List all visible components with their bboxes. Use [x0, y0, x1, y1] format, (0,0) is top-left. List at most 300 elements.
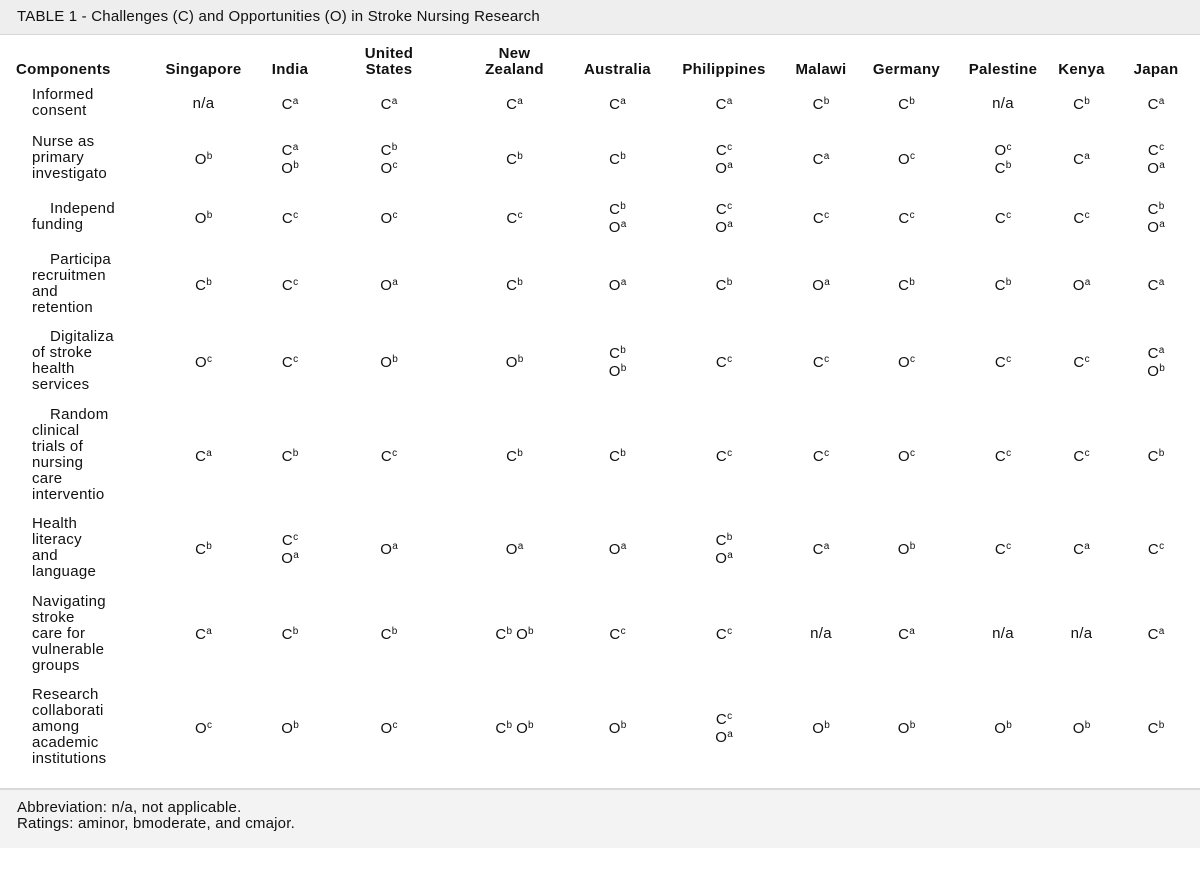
rating-entry: [381, 624, 398, 642]
rating-type: C: [715, 141, 728, 159]
component-label-line: nursing: [32, 454, 84, 471]
rating-type: C: [506, 150, 518, 168]
rating-entry: [1148, 94, 1165, 112]
rating-entry: [898, 208, 914, 226]
column-header-label: Germany: [872, 61, 941, 78]
rating-level: b: [517, 276, 523, 288]
rating-cell: [1051, 586, 1112, 681]
header-row: [0, 42, 1200, 78]
rating-level: b: [1158, 719, 1165, 731]
rating-cell: [458, 246, 571, 322]
rating-level: b: [391, 141, 398, 153]
rating-type: C: [281, 95, 293, 113]
rating-type: C: [495, 719, 507, 737]
rating-level: b: [506, 626, 513, 637]
rating-entry: [812, 718, 830, 736]
rating-entry: [609, 343, 627, 361]
rating-entry: [995, 158, 1012, 176]
rating-level: a: [1084, 540, 1090, 552]
rating-entry: [1073, 539, 1090, 557]
table-row: [0, 78, 1200, 128]
rating-type: O: [1072, 719, 1085, 737]
rating-cell: [955, 188, 1051, 246]
rating-cell: [1112, 128, 1200, 188]
rating-cell: [147, 246, 260, 322]
rating-cell: [571, 510, 664, 586]
rating-type: O: [608, 218, 621, 236]
table-row: [0, 322, 1200, 400]
rating-entry: [716, 352, 732, 370]
rating-type: C: [1147, 447, 1159, 465]
rating-entry: [898, 275, 915, 293]
rating-level: a: [1084, 276, 1091, 288]
rating-type: C: [1073, 353, 1085, 371]
rating-cell: [320, 78, 458, 128]
table-footnotes: [0, 788, 1200, 848]
rating-cell: [1112, 586, 1200, 681]
rating-level: a: [206, 447, 212, 459]
rating-type: O: [994, 719, 1007, 737]
component-label-line: primary: [32, 149, 85, 166]
rating-entry: [381, 140, 398, 158]
rating-entry: [812, 275, 830, 293]
rating-level: b: [528, 719, 534, 731]
rating-level: b: [506, 719, 513, 731]
rating-type: C: [195, 626, 207, 643]
rating-level: a: [726, 95, 733, 107]
rating-level: a: [1159, 159, 1165, 171]
rating-cell: [858, 586, 955, 681]
rating-cell: [320, 128, 458, 188]
table-row: [0, 400, 1200, 510]
rating-type: O: [715, 728, 728, 746]
rating-entry: [1148, 624, 1165, 642]
table-divider: [0, 773, 1200, 788]
rating-level: a: [823, 150, 830, 162]
rating-entry: [1147, 199, 1165, 217]
column-header-label: New: [498, 45, 531, 62]
table-row: [0, 681, 1200, 773]
component-label-line: trials of: [32, 438, 84, 455]
rating-type: n/a: [810, 625, 832, 642]
rating-entry: [281, 140, 299, 158]
rating-cell: [458, 128, 571, 188]
column-header-country: [260, 42, 320, 78]
rating-entry: [1073, 149, 1090, 167]
rating-entry: [381, 94, 398, 112]
rating-entry: [195, 208, 213, 226]
rating-cell: [664, 78, 784, 128]
component-label-line: retention: [32, 299, 94, 316]
rating-entry: [715, 140, 733, 158]
rating-type: n/a: [1070, 625, 1093, 642]
rating-type: C: [1073, 209, 1085, 227]
rating-entry: [994, 718, 1012, 736]
rating-type: C: [506, 447, 518, 465]
rating-entry: [1147, 343, 1165, 361]
rating-type: C: [609, 95, 621, 113]
rating-entry: [1073, 446, 1089, 464]
rating-entry: [716, 446, 732, 464]
component-label-line: clinical: [32, 422, 80, 439]
rating-type: O: [1147, 159, 1160, 177]
rating-level: b: [293, 159, 299, 171]
component-label-line: Research: [32, 686, 99, 703]
rating-cell: [1051, 322, 1112, 400]
rating-entry: [609, 275, 627, 293]
rating-type: C: [715, 276, 727, 294]
rating-level: a: [620, 276, 627, 288]
rating-type: O: [898, 447, 910, 465]
rating-type: C: [380, 447, 393, 465]
rating-entry: [609, 718, 627, 736]
column-header-label: Japan: [1133, 61, 1179, 78]
rating-entry: [715, 158, 733, 176]
rating-level: b: [909, 276, 915, 288]
rating-entry: [1071, 626, 1093, 641]
column-header-country: [458, 42, 571, 78]
rating-entry: [1147, 140, 1165, 158]
rating-entry: [898, 539, 916, 557]
rating-level: b: [528, 626, 534, 637]
rating-cell: [458, 681, 571, 773]
rating-cell: [955, 586, 1051, 681]
rating-type: O: [608, 719, 621, 737]
rating-entry: [813, 149, 830, 167]
rating-entry: [813, 446, 829, 464]
rating-entry: [898, 446, 915, 464]
rating-entry: [380, 275, 398, 293]
rating-type: n/a: [992, 625, 1014, 642]
rating-cell: [260, 78, 320, 128]
rating-cell: [1051, 188, 1112, 246]
rating-type: O: [715, 159, 728, 177]
rating-cell: [147, 681, 260, 773]
rating-type: C: [994, 159, 1006, 177]
column-header-label: Malawi: [795, 61, 847, 78]
rating-cell: [571, 78, 664, 128]
rating-cell: [1112, 246, 1200, 322]
rating-entry: [992, 96, 1014, 111]
footnote-ratings: Ratings: aminor, bmoderate, and cmajor.: [17, 815, 295, 832]
rating-type: O: [380, 159, 393, 177]
component-label-line: Navigating: [32, 592, 106, 610]
rating-level: a: [392, 540, 398, 552]
rating-type: O: [380, 353, 393, 371]
rating-cell: [260, 128, 320, 188]
column-header-label: Palestine: [968, 61, 1038, 78]
rating-cell: [784, 400, 858, 510]
rating-type: C: [281, 531, 294, 549]
rating-entry: [506, 149, 523, 167]
rating-cell: [260, 246, 320, 322]
rating-entry: [281, 158, 299, 176]
rating-type: C: [380, 95, 392, 113]
rating-entry: [609, 361, 627, 379]
rating-type: C: [715, 447, 728, 465]
rating-type: O: [380, 540, 393, 558]
rating-cell: [320, 400, 458, 510]
rating-type: C: [281, 209, 294, 227]
rating-type: O: [898, 150, 910, 168]
rating-type: O: [380, 276, 393, 294]
rating-cell: [147, 78, 260, 128]
rating-level: b: [1158, 447, 1165, 459]
rating-entry: [506, 539, 524, 557]
rating-type: O: [516, 719, 529, 737]
rating-level: c: [727, 626, 733, 637]
rating-cell: [1112, 400, 1200, 510]
rating-cell: [1051, 400, 1112, 510]
rating-cell: [664, 322, 784, 400]
rating-level: c: [392, 447, 398, 459]
rating-type: C: [898, 95, 910, 113]
rating-cell: [784, 246, 858, 322]
component-cell: [0, 400, 147, 510]
component-label-line: vulnerable: [32, 640, 105, 658]
rating-type: C: [506, 95, 518, 113]
rating-entry: [1073, 275, 1091, 293]
component-label-line: and: [32, 547, 58, 564]
rating-level: b: [1084, 719, 1091, 731]
column-header-country: [664, 42, 784, 78]
rating-cell: [858, 188, 955, 246]
rating-level: c: [727, 447, 733, 459]
rating-entry: [995, 275, 1012, 293]
rating-entry: [898, 94, 915, 112]
rating-level: a: [206, 626, 212, 637]
rating-level: c: [293, 531, 299, 543]
table-body: [0, 78, 1200, 773]
rating-level: b: [1158, 200, 1165, 212]
rating-level: c: [824, 447, 830, 459]
rating-type: C: [1147, 95, 1159, 113]
rating-level: b: [517, 150, 523, 162]
rating-level: c: [824, 209, 830, 221]
rating-cell: [664, 586, 784, 681]
rating-entry: [1148, 446, 1165, 464]
rating-type: C: [609, 200, 621, 218]
rating-entry: [715, 199, 733, 217]
rating-type: O: [608, 362, 621, 380]
rating-level: c: [620, 626, 626, 637]
rating-type: C: [1073, 447, 1085, 465]
rating-level: b: [824, 719, 830, 731]
rating-cell: [147, 188, 260, 246]
rating-level: b: [1005, 276, 1012, 288]
component-cell: [0, 322, 147, 400]
rating-cell: [858, 322, 955, 400]
rating-entry: [898, 624, 915, 642]
rating-type: C: [1147, 200, 1159, 218]
rating-type: O: [1072, 276, 1085, 294]
rating-level: b: [620, 200, 626, 212]
rating-level: a: [292, 141, 299, 153]
rating-type: O: [380, 209, 393, 227]
column-header-label: Philippines: [682, 61, 766, 78]
table-row: [0, 586, 1200, 681]
component-label-line: consent: [32, 102, 87, 119]
column-header-label: United: [364, 45, 414, 62]
rating-type: O: [715, 549, 728, 567]
rating-entry: [716, 275, 733, 293]
rating-level: c: [727, 710, 733, 722]
rating-entry: [193, 96, 215, 111]
rating-cell: [260, 586, 320, 681]
rating-level: b: [909, 540, 916, 552]
rating-entry: [381, 446, 397, 464]
rating-type: C: [898, 209, 910, 227]
rating-cell: [458, 322, 571, 400]
rating-entry: [898, 149, 915, 167]
rating-entry: [813, 539, 830, 557]
rating-type: C: [812, 540, 824, 558]
rating-level: c: [909, 150, 915, 162]
component-label-line: Digitaliza: [50, 328, 114, 345]
rating-type: C: [715, 95, 727, 113]
rating-level: c: [909, 447, 915, 459]
rating-level: a: [909, 626, 915, 637]
column-header-label: India: [271, 61, 309, 78]
rating-type: C: [715, 200, 728, 218]
rating-type: C: [1147, 344, 1159, 362]
table-caption: TABLE 1 - Challenges (C) and Opportunities (O) in Stroke Nursing Research: [0, 0, 1200, 35]
rating-entry: [506, 94, 523, 112]
component-label-line: academic: [32, 734, 99, 751]
rating-level: b: [206, 540, 212, 552]
rating-entry: [995, 539, 1011, 557]
rating-cell: [664, 188, 784, 246]
rating-entry: [506, 208, 522, 226]
rating-type: O: [1147, 218, 1160, 236]
rating-level: b: [206, 209, 213, 221]
component-label-line: care: [32, 470, 63, 487]
rating-entry: [282, 275, 298, 293]
component-cell: [0, 510, 147, 586]
rating-cell: [955, 681, 1051, 773]
rating-cell: [1051, 246, 1112, 322]
rating-cell: [458, 78, 571, 128]
rating-entry: [381, 718, 398, 736]
rating-level: a: [292, 95, 299, 107]
rating-type: O: [194, 150, 207, 168]
rating-level: b: [909, 95, 915, 107]
rating-type: C: [380, 141, 392, 159]
component-label-line: stroke: [32, 608, 75, 626]
rating-cell: [1051, 78, 1112, 128]
rating-level: a: [620, 540, 627, 552]
rating-level: c: [1084, 353, 1090, 365]
rating-entry: [898, 352, 915, 370]
column-header-country: [320, 42, 458, 78]
rating-level: c: [824, 353, 830, 365]
footnote-abbreviation: Abbreviation: n/a, not applicable.: [17, 799, 242, 816]
rating-type: n/a: [992, 94, 1014, 112]
rating-level: b: [517, 447, 523, 459]
rating-type: C: [281, 447, 293, 465]
component-cell: [0, 188, 147, 246]
rating-cell: [260, 510, 320, 586]
rating-level: c: [727, 353, 733, 365]
rating-entry: [1148, 718, 1165, 736]
rating-entry: [995, 208, 1011, 226]
rating-level: b: [292, 447, 299, 459]
rating-level: b: [620, 447, 626, 459]
rating-cell: [1112, 188, 1200, 246]
rating-entry: [1073, 352, 1089, 370]
rating-type: C: [715, 353, 728, 371]
rating-entry: [609, 446, 626, 464]
rating-cell: [458, 188, 571, 246]
rating-entry: [195, 275, 212, 293]
rating-cell: [458, 510, 571, 586]
rating-entry: [281, 718, 299, 736]
rating-type: C: [506, 276, 518, 294]
rating-type: O: [897, 719, 910, 737]
component-label-line: institutions: [32, 750, 107, 767]
rating-type: C: [195, 447, 207, 465]
rating-type: O: [505, 540, 518, 558]
rating-type: C: [281, 141, 293, 159]
rating-entry: [1148, 275, 1165, 293]
rating-cell: [147, 128, 260, 188]
rating-type: C: [1147, 626, 1159, 643]
rating-level: c: [1006, 353, 1012, 365]
rating-type: C: [506, 209, 518, 227]
rating-level: a: [1158, 95, 1165, 107]
rating-level: a: [824, 276, 830, 288]
rating-cell: [858, 681, 955, 773]
rating-level: c: [1006, 447, 1012, 459]
rating-cell: [664, 128, 784, 188]
component-label-line: of stroke: [32, 344, 93, 361]
rating-cell: [858, 510, 955, 586]
rating-level: a: [391, 95, 398, 107]
rating-entry: [609, 624, 625, 642]
component-label-line: investigato: [32, 165, 108, 182]
component-label-line: Informed: [32, 86, 94, 103]
rating-cell: [1112, 78, 1200, 128]
rating-cell: [458, 400, 571, 510]
rating-level: a: [517, 95, 523, 107]
component-label-line: services: [32, 376, 90, 393]
rating-entry: [282, 94, 299, 112]
rating-entry: [813, 94, 830, 112]
rating-level: a: [1158, 344, 1165, 356]
rating-type: C: [380, 626, 392, 643]
rating-entry: [995, 446, 1011, 464]
rating-entry: [282, 446, 299, 464]
rating-cell: [1051, 510, 1112, 586]
rating-cell: [664, 246, 784, 322]
rating-level: b: [726, 276, 733, 288]
rating-entry: [195, 446, 212, 464]
column-header-country: [1112, 42, 1200, 78]
rating-entry: [1073, 718, 1091, 736]
rating-cell: [1112, 322, 1200, 400]
rating-cell: [147, 322, 260, 400]
rating-level: c: [293, 353, 299, 365]
rating-entry: [609, 94, 626, 112]
rating-type: C: [1073, 540, 1085, 558]
column-header-label: Kenya: [1058, 61, 1105, 78]
rating-type: O: [380, 719, 393, 737]
rating-entry: [506, 446, 523, 464]
rating-type: C: [994, 209, 1007, 227]
rating-cell: [784, 78, 858, 128]
rating-entry: [495, 624, 533, 642]
rating-type: C: [609, 344, 621, 362]
